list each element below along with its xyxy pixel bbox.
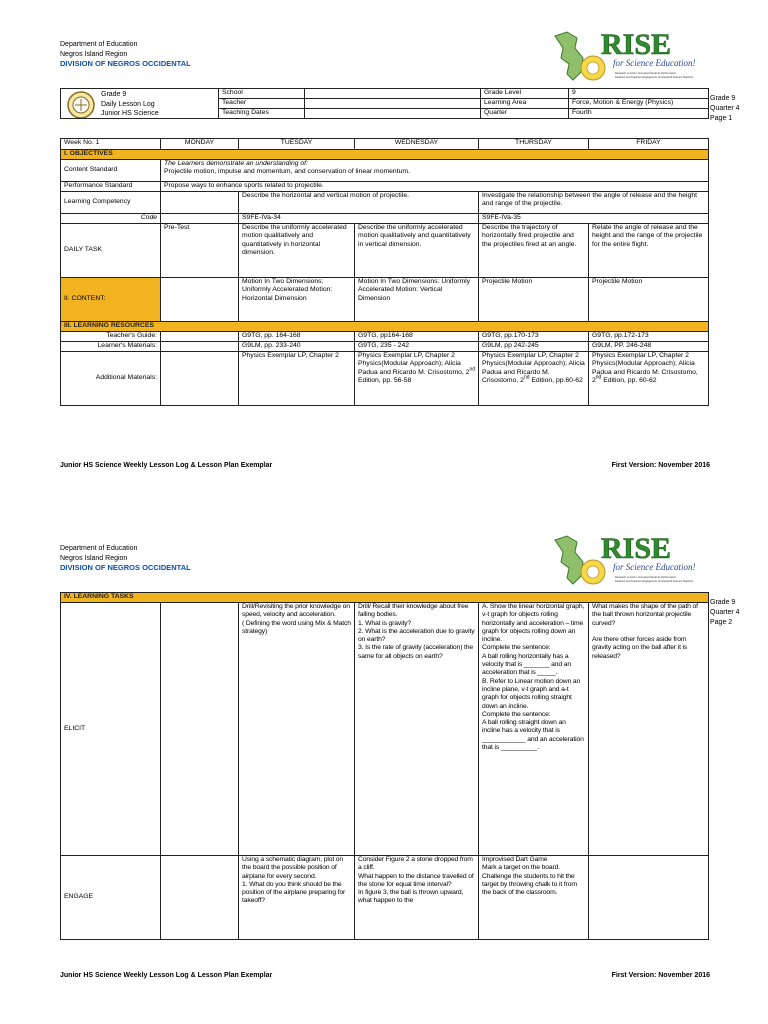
side-page: Page 1 [710, 115, 733, 122]
resources-heading: III. LEARNING RESOURCES [61, 322, 709, 332]
school-value[interactable] [305, 89, 481, 99]
logo-subtitle: for Science Education! [613, 58, 696, 68]
daily-task-thursday: Describe the trajectory of horizontally fired projectile and the projectiles fired at an angle. [479, 224, 589, 278]
side-quarter: Quarter 4 [710, 105, 740, 112]
content-tuesday: Motion In Two Dimensions: Uniformly Accelerated Motion: Horizontal Dimension [239, 278, 355, 322]
tg-tuesday: G9TG, pp. 164-168 [239, 332, 355, 342]
am-thu-sup: nd [523, 374, 530, 381]
lm-wednesday: G9TG, 235 - 242 [355, 342, 479, 352]
engage-thursday: Improvised Dart Game Mark a target on the board. Challenge the students to hit the target by throwing chalk to it from the back of the classroom. [479, 856, 589, 940]
side-grade: Grade 9 [710, 599, 736, 606]
am-fri-1: Physics Exemplar LP, Chapter 2 [592, 352, 689, 359]
side-info-2 [710, 598, 740, 628]
day-tuesday: TUESDAY [239, 139, 355, 150]
logo-tagline-1: Research in Action, Increased Students Performance, [615, 72, 677, 75]
region-text: Negros Island Region [60, 50, 128, 58]
logo-tagline-2: Students and Teachers Engagement, Empowered Science Teachers [615, 580, 694, 583]
lm-friday: G9LM, PP. 246-248 [589, 342, 709, 352]
learning-area-value: Force, Motion & Energy (Physics) [569, 99, 709, 109]
tg-label: Teacher's Guide: [61, 332, 161, 342]
content-monday [161, 278, 239, 322]
header-block [60, 40, 191, 69]
am-thursday [479, 352, 589, 406]
teacher-value[interactable] [305, 99, 481, 109]
elicit-thursday: A. Show the linear horizontal graph, v-t graph for objects rolling horizontally and acceleration – time graph for objects rolling down an incline. Complete the sentence: A ball rolling horizontally has a velocity that is _______ and an acceleration that is _____. B. Refer to Linear motion down an incline plane, v-t graph and a-t graph for objects rolling straight down an incline. Complete the sentence: A ball rolling straight down an incline has a velocity that is ____________ and an acceleration that is __________. [479, 603, 589, 856]
competency-a: Describe the horizontal and vertical motion of projectile. [239, 192, 479, 214]
content-standard-value [161, 160, 709, 182]
daily-task-friday: Relate the angle of release and the height and the range of the projectile for the entire flight. [589, 224, 709, 278]
day-monday: MONDAY [161, 139, 239, 150]
teaching-dates-label: Teaching Dates [219, 109, 305, 119]
engage-label: ENGAGE [61, 856, 161, 940]
rise-logo [553, 28, 710, 86]
side-quarter: Quarter 4 [710, 609, 740, 616]
side-page: Page 2 [710, 619, 733, 626]
side-info-1 [710, 94, 740, 124]
daily-task-monday: Pre-Test [161, 224, 239, 278]
elicit-tuesday: Drill/Revisiting the prior knowledge on speed, velocity and acceleration. ( Defining the word using Mix & Match strategy) [239, 603, 355, 856]
am-fri-sup: nd [595, 374, 602, 381]
content-standard-text: Projectile motion, impulse and momentum, and conservation of linear momentum. [164, 168, 410, 176]
info-table [60, 88, 709, 119]
teacher-label: Teacher [219, 99, 305, 109]
content-friday: Projectile Motion [589, 278, 709, 322]
logo-title: RISE [601, 28, 672, 61]
division-text: DIVISION OF NEGROS OCCIDENTAL [60, 563, 191, 572]
code-a: S9FE-IVa-34 [239, 214, 479, 224]
dept-text: Department of Education [60, 545, 138, 552]
grade-label: Grade 9 [101, 91, 127, 98]
learning-tasks-heading: IV. LEARNING TASKS [61, 593, 709, 603]
tg-wednesday: G9TG, pp164-168 [355, 332, 479, 342]
content-label: II. CONTENT: [61, 278, 161, 322]
teaching-dates-value[interactable] [305, 109, 481, 119]
logo-tagline-1: Research in Action, Increased Students Performance, [615, 576, 677, 579]
competency-label: Learning Competency [61, 192, 161, 214]
elicit-wednesday: Drill/ Recall their knowledge about free falling bodies. 1. What is gravity? 2. What is the acceleration due to gravity on earth? 3. Is the rate of gravity (acceleration) the same for all objects on earth? [355, 603, 479, 856]
quarter-label: Quarter [481, 109, 569, 119]
quarter-value: Fourth [569, 109, 709, 119]
header-block-2 [60, 544, 191, 573]
am-wed-1: Physics Exemplar LP, Chapter 2 [358, 352, 455, 359]
logo-tagline-2: Students and Teachers Engagement, Empowered Science Teachers [615, 76, 694, 79]
am-wed-3: Edition, pp. 56-58 [358, 376, 412, 384]
engage-tuesday: Using a schematic diagram, plot on the board the possible position of airplane for every second. 1. What do you think should be the position of the airplane preparing for takeoff? [239, 856, 355, 940]
am-wednesday [355, 352, 479, 406]
footer-right: First Version: November 2016 [611, 462, 710, 469]
daily-task-wednesday: Describe the uniformly accelerated motion qualitatively and quantitatively in vertical dimension. [355, 224, 479, 278]
learning-tasks-table [60, 592, 709, 940]
day-wednesday: WEDNESDAY [355, 139, 479, 150]
day-friday: FRIDAY [589, 139, 709, 150]
am-label: Additional Materials: [61, 352, 161, 406]
content-thursday: Projectile Motion [479, 278, 589, 322]
daily-task-tuesday: Describe the uniformly accelerated motion qualitatively and quantitatively in horizontal dimension. [239, 224, 355, 278]
grade-level-label: Grade Level [481, 89, 569, 99]
page-1 [0, 0, 768, 490]
tg-friday: G9TG, pp.172-173 [589, 332, 709, 342]
am-wed-sup: nd [469, 366, 476, 373]
day-thursday: THURSDAY [479, 139, 589, 150]
footer-2 [60, 972, 710, 979]
objectives-heading: I. OBJECTIVES [61, 150, 709, 160]
learning-area-label: Learning Area [481, 99, 569, 109]
elicit-monday [161, 603, 239, 856]
content-standard-label: Content Standard [61, 160, 161, 182]
division-text: DIVISION OF NEGROS OCCIDENTAL [60, 59, 191, 68]
school-level-label: Junior HS Science [101, 110, 159, 117]
info-header-cell [61, 89, 219, 119]
daily-task-label: DAILY TASK [61, 224, 161, 278]
am-thu-3: Edition, pp.60-62 [529, 376, 583, 384]
footer-left: Junior HS Science Weekly Lesson Log & Lesson Plan Exemplar [60, 462, 273, 469]
competency-b: Investigate the relationship between the angle of release and the height and range of the projectile. [479, 192, 709, 214]
competency-monday [161, 192, 239, 214]
engage-wednesday: Consider Figure 2 a stone dropped from a cliff. What happen to the distance travelled of the stone for equal time interval? In figure 3, the ball is thrown upward, what happen to the [355, 856, 479, 940]
week-label: Week No. 1 [61, 139, 161, 150]
engage-friday [589, 856, 709, 940]
performance-standard-value: Propose ways to enhance sports related to projectile. [161, 182, 709, 192]
school-label: School [219, 89, 305, 99]
tg-monday [161, 332, 239, 342]
performance-standard-label: Performance Standard [61, 182, 161, 192]
footer-left: Junior HS Science Weekly Lesson Log & Lesson Plan Exemplar [60, 972, 273, 979]
deped-seal-icon [63, 90, 99, 119]
lm-label: Learner's Materials: [61, 342, 161, 352]
am-friday [589, 352, 709, 406]
code-label: Code [61, 214, 161, 224]
log-label: Daily Lesson Log [101, 100, 155, 108]
lm-monday [161, 342, 239, 352]
logo-subtitle: for Science Education! [613, 562, 696, 572]
elicit-label: ELICIT [61, 603, 161, 856]
am-fri-3: Edition, pp. 60-62 [601, 376, 657, 384]
side-grade: Grade 9 [710, 95, 736, 102]
footer-1 [60, 462, 710, 469]
am-thu-2: Physics(Modular Approach); Alicia Padua and Ricardo M. Crisostomo, 2 [482, 360, 585, 384]
lm-thursday: G9LM, pp 242-245 [479, 342, 589, 352]
region-text: Negros Island Region [60, 554, 128, 562]
dept-text: Department of Education [60, 41, 138, 48]
elicit-friday: What makes the shape of the path of the ball thrown horizontal projectile curved? Are there other forces aside from gravity acting on the ball after it is released? [589, 603, 709, 856]
engage-monday [161, 856, 239, 940]
am-monday [161, 352, 239, 406]
logo-title: RISE [601, 532, 672, 565]
am-wed-2: Physics(Modular Approach); Alicia Padua and Ricardo M. Crisostomo, 2 [358, 360, 470, 376]
grade-level-value: 9 [569, 89, 709, 99]
footer-right: First Version: November 2016 [611, 972, 710, 979]
page-2 [0, 530, 768, 1024]
content-standard-intro: The Learners demonstrate an understanding of: [164, 160, 308, 167]
tg-thursday: G9TG, pp.170-173 [479, 332, 589, 342]
code-b: S9FE-IVa-35 [479, 214, 709, 224]
lesson-log-table [60, 138, 709, 406]
am-tuesday: Physics Exemplar LP, Chapter 2 [239, 352, 355, 406]
rise-logo [553, 532, 710, 590]
lm-tuesday: G9LM, pp. 233-240 [239, 342, 355, 352]
am-fri-2: Physics(Modular Approach); Alicia Padua and Ricardo M. Crisostomo, 2 [592, 360, 698, 384]
content-wednesday: Motion In Two Dimensions: Uniformly Accelerated Motion: Vertical Dimension [355, 278, 479, 322]
code-monday [161, 214, 239, 224]
am-thu-1: Physics Exemplar LP, Chapter 2 [482, 352, 579, 359]
